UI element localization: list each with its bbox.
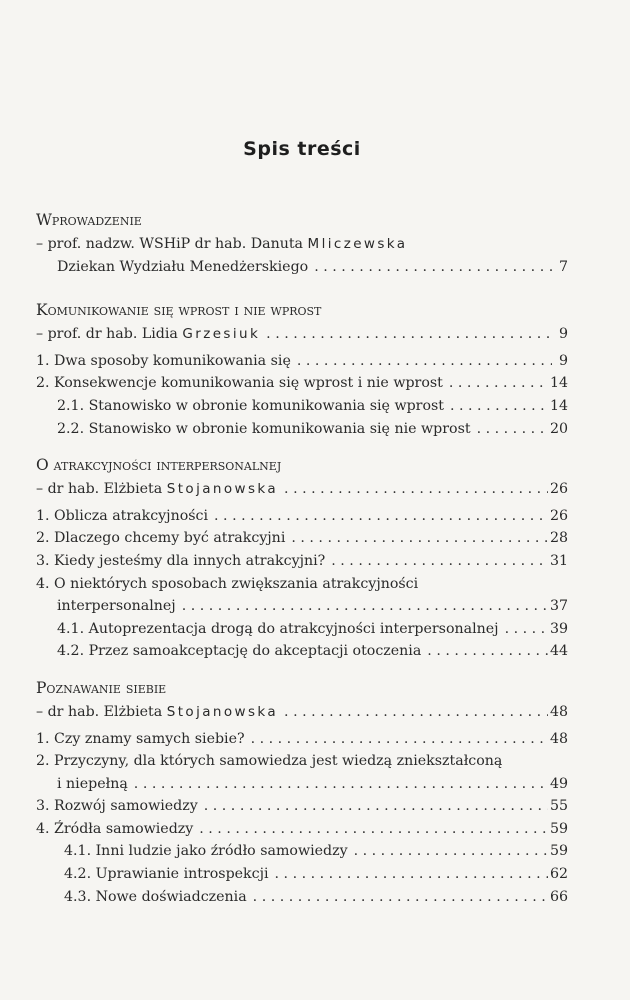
toc-entry <box>36 840 568 863</box>
dot-leader <box>134 773 548 796</box>
entry-text: interpersonalnej <box>57 598 176 615</box>
author-line <box>36 701 568 724</box>
toc-section <box>36 676 568 908</box>
dot-leader <box>275 863 548 886</box>
page-number: 26 <box>549 507 568 524</box>
entry-text: 1. Dwa sposoby komunikowania się <box>36 352 291 369</box>
author-prefix: – prof. nadzw. WSHiP dr hab. Danuta <box>36 236 304 252</box>
entry-text: 4.2. Uprawianie introspekcji <box>64 866 269 883</box>
author-prefix: – dr hab. Elżbieta <box>36 481 163 498</box>
entry-text: 3. Rozwój samowiedzy <box>36 798 198 815</box>
dot-leader <box>291 527 548 550</box>
entry-text: 4. O niektórych sposobach zwiększania atrakcyjności <box>36 575 419 592</box>
entry-text: 4. Źródła samowiedzy <box>36 820 194 837</box>
page-number: 37 <box>549 598 568 615</box>
entry-text: i niepełną <box>57 775 128 792</box>
toc-entry <box>36 640 568 663</box>
entry-text: 2.1. Stanowisko w obronie komunikowania się wprost <box>57 397 444 414</box>
dot-leader <box>284 478 548 501</box>
entry-text: 2. Konsekwencje komunikowania się wprost i nie wprost <box>36 375 443 392</box>
author-prefix: – dr hab. Elżbieta <box>36 703 163 720</box>
toc-entry <box>36 527 568 550</box>
dot-leader <box>449 372 548 395</box>
toc-entry <box>36 418 568 441</box>
dot-leader <box>199 818 548 841</box>
toc-entry <box>36 372 568 395</box>
page-number: 14 <box>549 397 568 414</box>
toc-entry <box>36 863 568 886</box>
entry-text: 2. Dlaczego chcemy być atrakcyjni <box>36 530 286 547</box>
page-number: 48 <box>549 730 568 747</box>
dot-leader <box>354 840 548 863</box>
page-number: 62 <box>549 866 568 883</box>
toc-entry <box>36 618 568 641</box>
section-heading: O atrakcyjności interpersonalnej <box>36 456 282 475</box>
toc-entry <box>36 750 568 773</box>
dot-leader <box>204 795 548 818</box>
entry-text: 4.3. Nowe doświadczenia <box>64 888 247 905</box>
toc-entry <box>36 505 568 528</box>
toc-entry <box>36 350 568 373</box>
author-name: Stojanowska <box>166 703 279 720</box>
page-title: Spis treści <box>243 138 361 160</box>
author-name: Stojanowska <box>166 481 279 498</box>
dot-leader <box>284 701 548 724</box>
dot-leader <box>427 640 548 663</box>
toc-entry <box>36 795 568 818</box>
toc-entry <box>36 550 568 573</box>
page-number: 48 <box>549 703 568 720</box>
toc-entry-continued <box>36 595 568 618</box>
section-heading: Poznawanie siebie <box>36 678 167 697</box>
entry-text: 1. Czy znamy samych siebie? <box>36 730 245 747</box>
toc-section <box>36 298 568 440</box>
dot-leader <box>253 886 548 909</box>
page-number: 59 <box>549 843 568 860</box>
entry-text: 2.2. Stanowisko w obronie komunikowania się nie wprost <box>57 420 471 437</box>
page-number: 28 <box>549 530 568 547</box>
dot-leader <box>251 728 548 751</box>
dot-leader <box>297 350 552 373</box>
dot-leader <box>214 505 548 528</box>
dot-leader <box>331 550 548 573</box>
toc-entry <box>36 395 568 418</box>
dot-leader <box>477 418 548 441</box>
page-number: 66 <box>549 888 568 905</box>
dot-leader <box>182 595 548 618</box>
toc-entry <box>36 256 568 279</box>
page-number: 31 <box>549 552 568 569</box>
author-prefix: – prof. dr hab. Lidia <box>36 326 178 343</box>
dot-leader <box>450 395 548 418</box>
toc-section <box>36 208 568 278</box>
dot-leader <box>266 323 552 346</box>
author-line <box>36 478 568 501</box>
page-number: 7 <box>558 258 568 275</box>
entry-text: 4.1. Inni ludzie jako źródło samowiedzy <box>64 843 348 860</box>
page-number: 44 <box>549 643 568 660</box>
toc-entry <box>36 728 568 751</box>
dot-leader <box>505 618 548 641</box>
author-name: Mliczewska <box>307 236 408 252</box>
entry-text: 4.2. Przez samoakceptację do akceptacji otoczenia <box>57 643 422 660</box>
author-line <box>36 233 568 256</box>
author-name: Grzesiuk <box>182 326 261 343</box>
page-number: 39 <box>549 620 568 637</box>
table-of-contents <box>36 208 568 921</box>
toc-entry <box>36 886 568 909</box>
dot-leader <box>314 256 552 279</box>
entry-text: 3. Kiedy jesteśmy dla innych atrakcyjni? <box>36 552 326 569</box>
page-number: 49 <box>549 775 568 792</box>
toc-entry <box>36 818 568 841</box>
entry-text: Dziekan Wydziału Menedżerskiego <box>57 258 309 275</box>
toc-entry-continued <box>36 773 568 796</box>
toc-entry <box>36 573 568 596</box>
entry-text: 2. Przyczyny, dla których samowiedza jest wiedzą zniekształconą <box>36 753 503 770</box>
page-number: 20 <box>549 420 568 437</box>
page-number: 14 <box>549 375 568 392</box>
entry-text: 4.1. Autoprezentacja drogą do atrakcyjności interpersonalnej <box>57 620 499 637</box>
section-heading: Komunikowanie się wprost i nie wprost <box>36 301 322 320</box>
page-number: 59 <box>549 820 568 837</box>
page-number: 55 <box>549 798 568 815</box>
page-number: 9 <box>558 326 568 343</box>
entry-text: 1. Oblicza atrakcyjności <box>36 507 209 524</box>
section-heading: Wprowadzenie <box>36 211 142 229</box>
author-line <box>36 323 568 346</box>
page-number: 9 <box>558 352 568 369</box>
page-number: 26 <box>549 481 568 498</box>
toc-section <box>36 453 568 663</box>
